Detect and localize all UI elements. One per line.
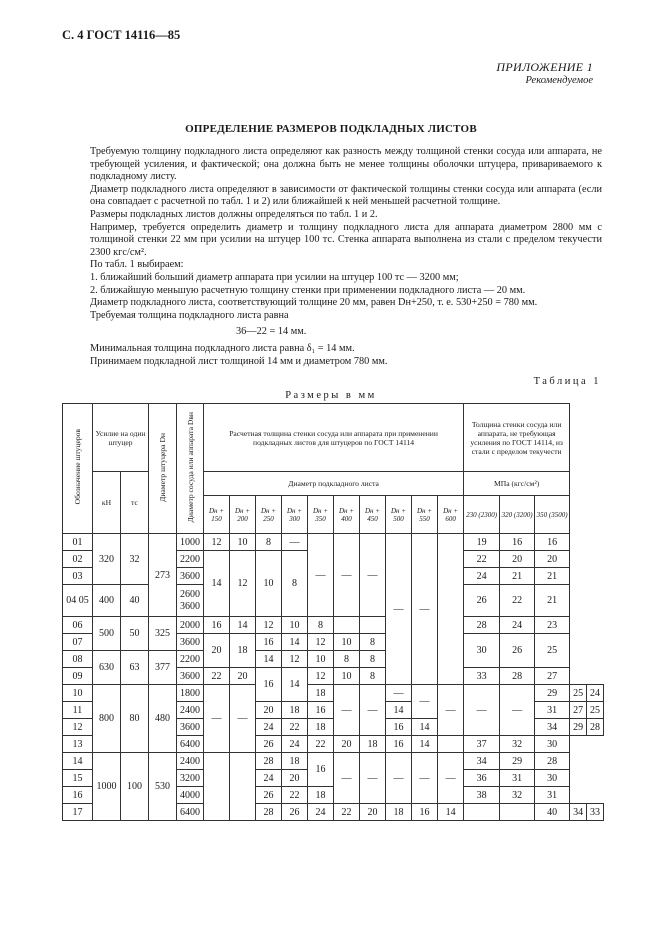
table-cell: 10 xyxy=(256,551,282,617)
table-cell xyxy=(464,804,500,821)
table-cell: — xyxy=(412,753,438,804)
header-wall-thickness: Толщина стенки сосуда или аппарата, не требующая усиления по ГОСТ 14114, из стали с пределом текучести xyxy=(464,404,570,472)
table-cell: 14 xyxy=(282,668,308,702)
subheader-dn: Dн + 350 xyxy=(308,496,334,534)
header-vessel-diameter: Диаметр сосуда или аппарата Dвн xyxy=(177,404,204,534)
wall-cell: 27 xyxy=(535,668,570,685)
wall-cell: 22 xyxy=(464,551,500,568)
subheader-mpa: 320 (3200) xyxy=(500,496,535,534)
table-cell: 18 xyxy=(386,804,412,821)
subheader-dn: Dн + 150 xyxy=(204,496,230,534)
wall-cell: 34 xyxy=(535,719,570,736)
table-cell: 16 xyxy=(256,668,282,702)
table-row xyxy=(63,685,604,702)
table-cell: — xyxy=(334,753,360,804)
designation-cell: 06 xyxy=(63,617,93,634)
dn-cell: 377 xyxy=(149,651,177,685)
table-cell: — xyxy=(334,534,360,617)
table-cell xyxy=(230,753,256,821)
table-cell: — xyxy=(500,685,535,736)
table-cell xyxy=(500,804,535,821)
table-cell: — xyxy=(464,685,500,736)
table-cell: 10 xyxy=(282,617,308,634)
dvn-cell: 2200 xyxy=(177,651,204,668)
table-cell: 18 xyxy=(308,685,334,702)
wall-cell: 25 xyxy=(570,685,587,702)
table-cell: 22 xyxy=(282,719,308,736)
wall-cell: 16 xyxy=(500,534,535,551)
table-cell: 22 xyxy=(334,804,360,821)
table-cell: 24 xyxy=(308,804,334,821)
table-cell: 14 xyxy=(256,651,282,668)
dvn-cell: 2400 xyxy=(177,753,204,770)
table-cell: 18 xyxy=(230,634,256,668)
table-cell: — xyxy=(386,685,412,702)
paragraph: Принимаем подкладной лист толщиной 14 мм и диаметром 780 мм. xyxy=(90,355,388,367)
subheader-dn: Dн + 550 xyxy=(412,496,438,534)
wall-cell: 20 xyxy=(500,551,535,568)
header-nozzle-diameter: Диаметр штуцера Dн xyxy=(149,404,177,534)
dvn-cell: 6400 xyxy=(177,804,204,821)
table-cell: — xyxy=(386,534,412,685)
table-cell: 16 xyxy=(256,634,282,651)
dvn-cell: 2200 xyxy=(177,551,204,568)
dvn-cell: 2000 xyxy=(177,617,204,634)
header-tc: тс xyxy=(121,472,149,534)
table-cell: — xyxy=(282,534,308,551)
dn-cell: 480 xyxy=(149,685,177,753)
wall-cell: 34 xyxy=(464,753,500,770)
kn-cell: 800 xyxy=(93,685,121,753)
wall-cell: 28 xyxy=(464,617,500,634)
table-cell: — xyxy=(438,685,464,736)
wall-cell: 30 xyxy=(464,634,500,668)
dvn-cell: 2400 xyxy=(177,702,204,719)
wall-cell: 29 xyxy=(570,719,587,736)
table-cell: 20 xyxy=(230,668,256,685)
table-cell xyxy=(360,617,386,634)
header-designation: Обозначение штуцеров xyxy=(63,404,93,534)
table-cell: 16 xyxy=(308,753,334,787)
table-cell: 18 xyxy=(282,753,308,770)
dvn-cell: 3600 xyxy=(177,719,204,736)
table-cell: 12 xyxy=(204,534,230,551)
table-cell: 14 xyxy=(412,719,438,736)
table-cell: 14 xyxy=(412,736,438,753)
wall-cell: 24 xyxy=(587,685,604,702)
table-cell: — xyxy=(334,685,360,736)
wall-cell: 37 xyxy=(464,736,500,753)
table-cell xyxy=(204,753,230,821)
header-kn: кН xyxy=(93,472,121,534)
wall-cell: 32 xyxy=(500,736,535,753)
table-cell: 18 xyxy=(282,702,308,719)
wall-cell: 29 xyxy=(500,753,535,770)
designation-cell: 11 xyxy=(63,702,93,719)
table-cell: 12 xyxy=(282,651,308,668)
table-cell: 10 xyxy=(334,634,360,651)
subheader-dn: Dн + 400 xyxy=(334,496,360,534)
table-cell: 10 xyxy=(334,668,360,685)
wall-cell: 24 xyxy=(464,568,500,585)
header-plate-diameter: Диаметр подкладного листа xyxy=(204,472,464,496)
tc-cell: 80 xyxy=(121,685,149,753)
wall-cell: 28 xyxy=(500,668,535,685)
dvn-cell: 6400 xyxy=(177,736,204,753)
wall-cell: 25 xyxy=(587,702,604,719)
table-cell: 26 xyxy=(256,787,282,804)
designation-cell: 12 xyxy=(63,719,93,736)
section-title: ОПРЕДЕЛЕНИЕ РАЗМЕРОВ ПОДКЛАДНЫХ ЛИСТОВ xyxy=(185,123,477,135)
dvn-cell: 3600 xyxy=(177,668,204,685)
kn-cell: 630 xyxy=(93,651,121,685)
wall-cell: 31 xyxy=(535,787,570,804)
table-cell: — xyxy=(438,753,464,804)
designation-cell: 09 xyxy=(63,668,93,685)
table-cell: 16 xyxy=(308,702,334,719)
table-cell: — xyxy=(360,534,386,617)
table-cell: — xyxy=(204,685,230,753)
dvn-cell: 4000 xyxy=(177,787,204,804)
wall-cell: 26 xyxy=(464,585,500,617)
paragraph: Диаметр подкладного листа, соответствующий толщине 20 мм, равен Dн+250, т. е. 530+250 = 780 мм. xyxy=(90,297,538,309)
table-cell: 16 xyxy=(204,617,230,634)
table-cell: 24 xyxy=(256,770,282,787)
kn-cell: 320 xyxy=(93,534,121,585)
wall-cell: 24 xyxy=(500,617,535,634)
designation-cell: 01 xyxy=(63,534,93,551)
table-cell: 20 xyxy=(282,770,308,787)
wall-cell: 20 xyxy=(535,551,570,568)
table-cell xyxy=(334,617,360,634)
header-force: Усилие на один штуцер xyxy=(93,404,149,472)
page-header: С. 4 ГОСТ 14116—85 xyxy=(62,28,181,42)
wall-cell: 29 xyxy=(535,685,570,702)
wall-cell: 26 xyxy=(500,634,535,668)
body-text xyxy=(90,146,602,368)
table-cell: 24 xyxy=(256,719,282,736)
paragraph: 2. ближайшую меньшую расчетную толщину стенки при применении подкладного листа — 20 мм. xyxy=(90,284,526,296)
table-cell: — xyxy=(386,753,412,804)
wall-cell: 28 xyxy=(587,719,604,736)
plate-size-table xyxy=(62,403,604,821)
table-cell: 10 xyxy=(308,651,334,668)
header-calc-thickness: Расчетная толщина стенки сосуда или аппарата при применении подкладных листов для штуцеров по ГОСТ 14114 xyxy=(204,404,464,472)
paragraph: По табл. 1 выбираем: xyxy=(90,259,184,271)
wall-cell: 30 xyxy=(535,736,570,753)
designation-cell: 04 05 xyxy=(63,585,93,617)
wall-cell: 21 xyxy=(535,585,570,617)
table-cell: 12 xyxy=(256,617,282,634)
wall-cell: 27 xyxy=(570,702,587,719)
table-cell: 26 xyxy=(282,804,308,821)
table-cell: 18 xyxy=(308,719,334,736)
paragraph: 1. ближайший больший диаметр аппарата при усилии на штуцер 100 тс — 3200 мм; xyxy=(90,271,459,283)
wall-cell: 31 xyxy=(500,770,535,787)
dvn-cell: 1000 xyxy=(177,534,204,551)
wall-cell: 22 xyxy=(500,585,535,617)
tc-cell: 40 xyxy=(121,585,149,617)
table-cell: — xyxy=(412,685,438,719)
appendix-title: ПРИЛОЖЕНИЕ 1 xyxy=(496,60,593,74)
dvn-cell: 2600 3600 xyxy=(177,585,204,617)
table-cell: 24 xyxy=(282,736,308,753)
table-row xyxy=(63,617,604,634)
designation-cell: 08 xyxy=(63,651,93,668)
paragraph: Требуемая толщина подкладного листа равна xyxy=(90,309,289,321)
tc-cell: 50 xyxy=(121,617,149,651)
table-cell: 18 xyxy=(360,736,386,753)
table-cell: 14 xyxy=(282,634,308,651)
designation-cell: 15 xyxy=(63,770,93,787)
wall-cell: 25 xyxy=(535,634,570,668)
subheader-dn: Dн + 300 xyxy=(282,496,308,534)
table-cell: — xyxy=(360,753,386,804)
appendix-subtitle: Рекомендуемое xyxy=(525,75,593,86)
table-cell: 20 xyxy=(360,804,386,821)
table-cell: — xyxy=(230,685,256,753)
tc-cell: 100 xyxy=(121,753,149,821)
table-number: Таблица 1 xyxy=(533,376,601,387)
table-cell xyxy=(438,534,464,685)
table-row xyxy=(63,753,604,770)
appendix-label xyxy=(496,60,593,86)
dvn-cell: 3600 xyxy=(177,634,204,651)
wall-cell: 33 xyxy=(464,668,500,685)
table-cell: — xyxy=(308,534,334,617)
table-cell: 14 xyxy=(386,702,412,719)
table-cell: 22 xyxy=(282,787,308,804)
wall-cell: 21 xyxy=(500,568,535,585)
wall-cell: 23 xyxy=(535,617,570,634)
designation-cell: 13 xyxy=(63,736,93,753)
paragraph: Требуемую толщину подкладного листа определяют как разность между толщиной стенки сосуда или аппарата, не требующей усиления, и фактической; она должна быть не менее толщины оболочки штуцера, привариваемого к подкладному листу. xyxy=(90,146,602,183)
wall-cell: 31 xyxy=(535,702,570,719)
table-cell: 8 xyxy=(360,651,386,668)
designation-cell: 17 xyxy=(63,804,93,821)
designation-cell: 10 xyxy=(63,685,93,702)
paragraph: Диаметр подкладного листа определяют в зависимости от фактической толщины стенки сосуда или аппарата (если она совпадает с расчетной по табл. 1 и 2) или ближайшей к ней меньшей расчетной толщине. xyxy=(90,183,602,208)
formula: 36—22 = 14 мм. xyxy=(236,326,307,338)
designation-cell: 14 xyxy=(63,753,93,770)
wall-cell: 30 xyxy=(535,770,570,787)
wall-cell: 33 xyxy=(587,804,604,821)
wall-cell: 21 xyxy=(535,568,570,585)
dn-cell: 273 xyxy=(149,534,177,617)
table-cell: 8 xyxy=(308,617,334,634)
wall-cell: 32 xyxy=(500,787,535,804)
subheader-dn: Dн + 450 xyxy=(360,496,386,534)
tc-cell: 63 xyxy=(121,651,149,685)
table-cell: 26 xyxy=(256,736,282,753)
dn-cell: 325 xyxy=(149,617,177,651)
designation-cell: 07 xyxy=(63,634,93,651)
designation-cell: 16 xyxy=(63,787,93,804)
table-cell: 20 xyxy=(204,634,230,668)
table-cell: 28 xyxy=(256,753,282,770)
wall-cell: 34 xyxy=(570,804,587,821)
table-cell: 12 xyxy=(230,551,256,617)
subheader-dn: Dн + 250 xyxy=(256,496,282,534)
table-cell: 20 xyxy=(256,702,282,719)
table-cell: — xyxy=(412,534,438,685)
paragraph: Размеры подкладных листов должны определяться по табл. 1 и 2. xyxy=(90,208,378,220)
table-cell: 8 xyxy=(360,634,386,651)
table-cell: 8 xyxy=(256,534,282,551)
wall-cell: 38 xyxy=(464,787,500,804)
wall-cell: 36 xyxy=(464,770,500,787)
designation-cell: 03 xyxy=(63,568,93,585)
table-cell: 18 xyxy=(308,787,334,804)
kn-cell: 500 xyxy=(93,617,121,651)
table-cell: 8 xyxy=(360,668,386,685)
subheader-dn: Dн + 500 xyxy=(386,496,412,534)
subheader-dn: Dн + 600 xyxy=(438,496,464,534)
table-cell: 14 xyxy=(204,551,230,617)
table-cell: 22 xyxy=(204,668,230,685)
table-units: Размеры в мм xyxy=(285,390,377,401)
dvn-cell: 3600 xyxy=(177,568,204,585)
table-cell: 10 xyxy=(230,534,256,551)
header-mpa: МПа (кгс/см²) xyxy=(464,472,570,496)
kn-cell: 1000 xyxy=(93,753,121,821)
table-cell: 14 xyxy=(438,804,464,821)
wall-cell: 28 xyxy=(535,753,570,770)
wall-cell: 40 xyxy=(535,804,570,821)
subheader-mpa: 350 (3500) xyxy=(535,496,570,534)
dn-cell: 530 xyxy=(149,753,177,821)
table-cell: — xyxy=(360,685,386,736)
wall-cell: 19 xyxy=(464,534,500,551)
table-cell xyxy=(438,736,464,753)
table-cell: 16 xyxy=(386,736,412,753)
paragraph: Минимальная толщина подкладного листа равна δ₁ = 14 мм. xyxy=(90,342,355,354)
table-cell: 12 xyxy=(308,634,334,651)
dvn-cell: 1800 xyxy=(177,685,204,702)
table-cell: 22 xyxy=(308,736,334,753)
table-cell: 28 xyxy=(256,804,282,821)
table-cell: 14 xyxy=(230,617,256,634)
table-cell: 16 xyxy=(412,804,438,821)
table-cell: 12 xyxy=(308,668,334,685)
wall-cell: 16 xyxy=(535,534,570,551)
dvn-cell: 3200 xyxy=(177,770,204,787)
designation-cell: 02 xyxy=(63,551,93,568)
table-cell: 8 xyxy=(282,551,308,617)
subheader-dn: Dн + 200 xyxy=(230,496,256,534)
subheader-mpa: 230 (2300) xyxy=(464,496,500,534)
table-cell: 16 xyxy=(386,719,412,736)
tc-cell: 32 xyxy=(121,534,149,585)
table-cell: 8 xyxy=(334,651,360,668)
table-row xyxy=(63,534,604,551)
table-cell: 20 xyxy=(334,736,360,753)
paragraph: Например, требуется определить диаметр и толщину подкладного листа для аппарата диаметром 2800 мм с толщиной стенки 22 мм при усилии на штуцер 100 тс. Стенка аппарата выполнена из стали с пределом текучести 2300 кгс/см². xyxy=(90,221,602,258)
kn-cell: 400 xyxy=(93,585,121,617)
